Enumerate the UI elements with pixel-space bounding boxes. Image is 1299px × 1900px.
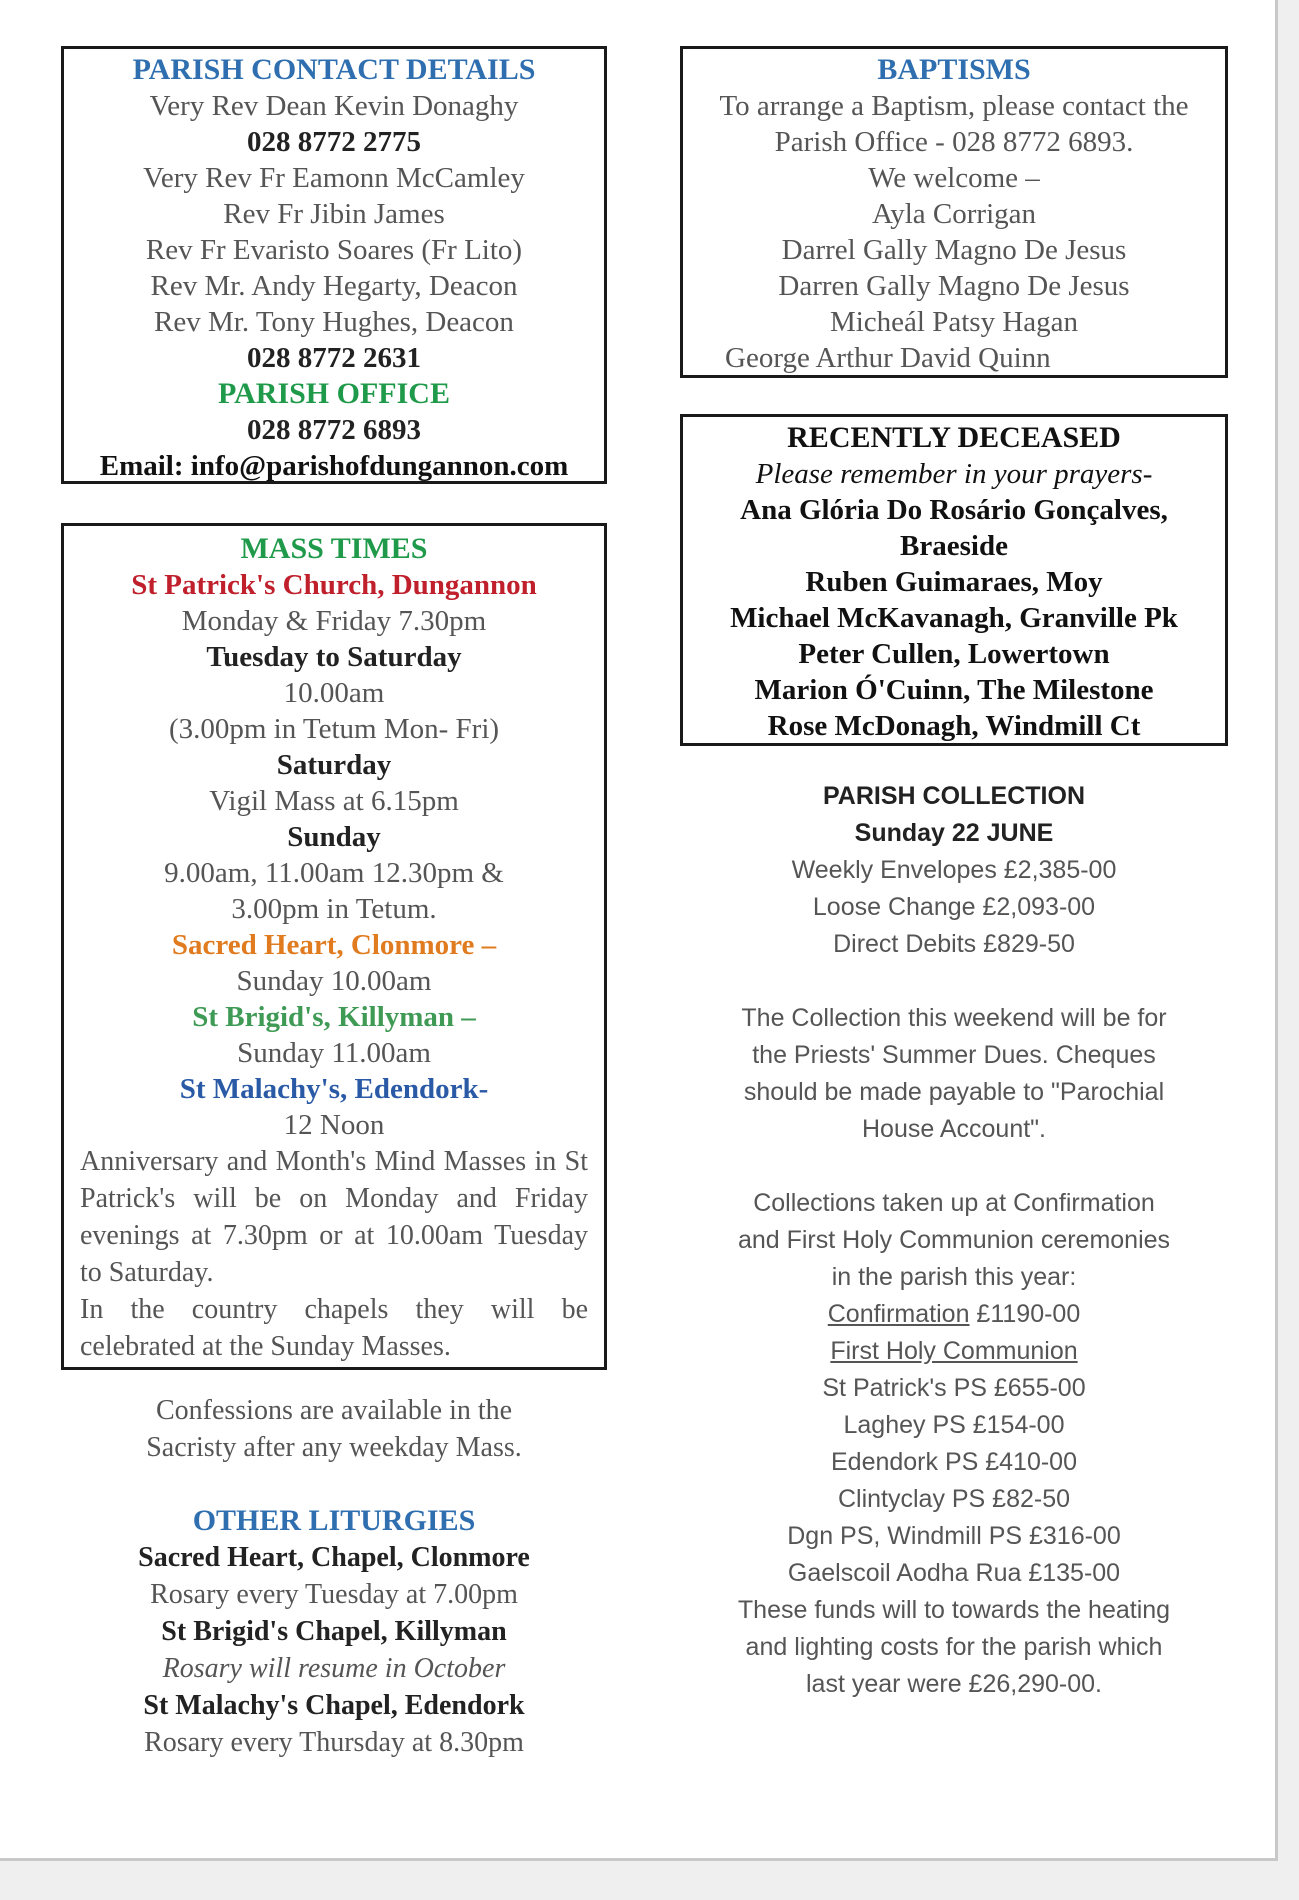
liturgy-detail: Rosary every Thursday at 8.30pm	[144, 1727, 524, 1758]
baptism-name: Micheál Patsy Hagan	[829, 306, 1079, 338]
contact-line: Rev Fr Jibin James	[223, 198, 445, 230]
mass-time: 3.00pm in Tetum.	[231, 893, 437, 925]
deceased-name: Marion Ó'Cuinn, The Milestone	[754, 674, 1154, 706]
collection-heading: PARISH COLLECTION	[822, 782, 1086, 810]
ceremonies-note: Collections taken up at Confirmation	[753, 1189, 1155, 1217]
funds-note: These funds will to towards the heating	[737, 1596, 1171, 1624]
contact-phone: 028 8772 2631	[247, 342, 421, 374]
mass-time: Sunday 11.00am	[237, 1037, 431, 1069]
office-email: Email: info@parishofdungannon.com	[99, 450, 569, 482]
contact-line: Very Rev Dean Kevin Donaghy	[149, 90, 519, 122]
confirmation-line	[680, 1296, 1228, 1333]
mass-day: Tuesday to Saturday	[206, 641, 462, 673]
collection-section	[680, 778, 1228, 1703]
office-phone: 028 8772 6893	[247, 414, 421, 446]
church-sacred-heart: Sacred Heart, Clonmore –	[171, 929, 497, 961]
baptism-name: Darrel Gally Magno De Jesus	[781, 234, 1127, 266]
mass-note-anniversary: Anniversary and Month's Mind Masses in St Patrick's will be on Monday and Friday evenings at 7.30pm or at 10.00am Tuesday to Saturday.	[80, 1146, 588, 1288]
confirmation-label: Confirmation	[827, 1300, 970, 1328]
deceased-name: Ana Glória Do Rosário Gonçalves,	[740, 494, 1168, 526]
mass-day: Saturday	[276, 749, 392, 781]
mass-times-box	[61, 523, 607, 1370]
baptisms-heading: BAPTISMS	[877, 53, 1031, 86]
contact-line: Rev Fr Evaristo Soares (Fr Lito)	[145, 234, 523, 266]
school-amount: St Patrick's PS £655-00	[822, 1374, 1086, 1402]
collection-date: Sunday 22 JUNE	[854, 819, 1054, 847]
liturgy-place: Sacred Heart, Chapel, Clonmore	[138, 1542, 530, 1573]
ceremonies-note: in the parish this year:	[831, 1263, 1077, 1291]
mass-time: 10.00am	[283, 677, 385, 709]
deceased-heading: RECENTLY DECEASED	[787, 421, 1121, 454]
confessions-line: Sacristy after any weekday Mass.	[146, 1432, 522, 1463]
deceased-box	[680, 414, 1228, 746]
school-amount: Clintyclay PS £82-50	[837, 1485, 1071, 1513]
deceased-name: Michael McKavanagh, Granville Pk	[730, 602, 1178, 634]
baptisms-intro: To arrange a Baptism, please contact the	[719, 90, 1189, 122]
school-amount: Edendork PS £410-00	[830, 1448, 1077, 1476]
liturgies-section	[61, 1392, 607, 1761]
fhc-label: First Holy Communion	[830, 1337, 1078, 1365]
deceased-name: Rose McDonagh, Windmill Ct	[767, 710, 1141, 742]
collection-loose: Loose Change £2,093-00	[812, 893, 1096, 921]
collection-note: should be made payable to "Parochial	[743, 1078, 1165, 1106]
church-st-patricks: St Patrick's Church, Dungannon	[131, 569, 537, 601]
baptism-name: George Arthur David Quinn	[725, 342, 1051, 374]
mass-note-country: In the country chapels they will be celebrated at the Sunday Masses.	[80, 1294, 588, 1362]
collection-note: The Collection this weekend will be for	[741, 1004, 1167, 1032]
liturgy-detail: Rosary every Tuesday at 7.00pm	[150, 1579, 518, 1610]
school-amount: Laghey PS £154-00	[843, 1411, 1065, 1439]
school-amount: Dgn PS, Windmill PS £316-00	[787, 1522, 1121, 1550]
collection-weekly: Weekly Envelopes £2,385-00	[791, 856, 1117, 884]
mass-time: 12 Noon	[283, 1109, 385, 1141]
collection-note: House Account".	[862, 1115, 1046, 1143]
liturgy-place: St Brigid's Chapel, Killyman	[161, 1616, 507, 1647]
ceremonies-note: and First Holy Communion ceremonies	[737, 1226, 1171, 1254]
baptisms-intro: Parish Office - 028 8772 6893.	[774, 126, 1134, 158]
mass-heading: MASS TIMES	[240, 532, 428, 565]
office-heading: PARISH OFFICE	[218, 377, 450, 410]
baptism-name: Ayla Corrigan	[871, 198, 1037, 230]
deceased-name: Peter Cullen, Lowertown	[798, 638, 1110, 670]
confessions-line: Confessions are available in the	[155, 1395, 513, 1426]
contact-phone: 028 8772 2775	[247, 126, 421, 158]
church-st-brigids: St Brigid's, Killyman –	[192, 1001, 476, 1033]
liturgy-detail: Rosary will resume in October	[162, 1653, 506, 1684]
mass-time: Monday & Friday 7.30pm	[181, 605, 487, 637]
school-amount: Gaelscoil Aodha Rua £135-00	[787, 1559, 1121, 1587]
deceased-subtitle: Please remember in your prayers-	[755, 458, 1153, 490]
confirmation-amount: £1190-00	[969, 1300, 1081, 1328]
contact-line: Rev Mr. Tony Hughes, Deacon	[154, 306, 514, 338]
liturgies-heading: OTHER LITURGIES	[192, 1504, 476, 1537]
collection-direct: Direct Debits £829-50	[833, 930, 1075, 958]
mass-time: 9.00am, 11.00am 12.30pm &	[164, 857, 504, 889]
contact-line: Very Rev Fr Eamonn McCamley	[143, 162, 525, 194]
collection-note: the Priests' Summer Dues. Cheques	[752, 1041, 1156, 1069]
church-st-malachys: St Malachy's, Edendork-	[179, 1073, 489, 1105]
baptisms-welcome: We welcome –	[868, 162, 1040, 194]
contact-details-box	[61, 46, 607, 484]
funds-note: and lighting costs for the parish which	[745, 1633, 1163, 1661]
funds-note: last year were £26,290-00.	[805, 1670, 1102, 1698]
baptism-name: Darren Gally Magno De Jesus	[778, 270, 1130, 302]
contact-line: Rev Mr. Andy Hegarty, Deacon	[150, 270, 518, 302]
mass-day: Sunday	[287, 821, 381, 853]
liturgy-place: St Malachy's Chapel, Edendork	[143, 1690, 525, 1721]
deceased-name: Braeside	[900, 530, 1008, 562]
mass-time: Sunday 10.00am	[236, 965, 432, 997]
mass-time: Vigil Mass at 6.15pm	[209, 785, 459, 817]
deceased-name: Ruben Guimaraes, Moy	[805, 566, 1103, 598]
baptisms-box	[680, 46, 1228, 378]
contact-heading: PARISH CONTACT DETAILS	[132, 53, 536, 86]
mass-time: (3.00pm in Tetum Mon- Fri)	[168, 713, 500, 745]
